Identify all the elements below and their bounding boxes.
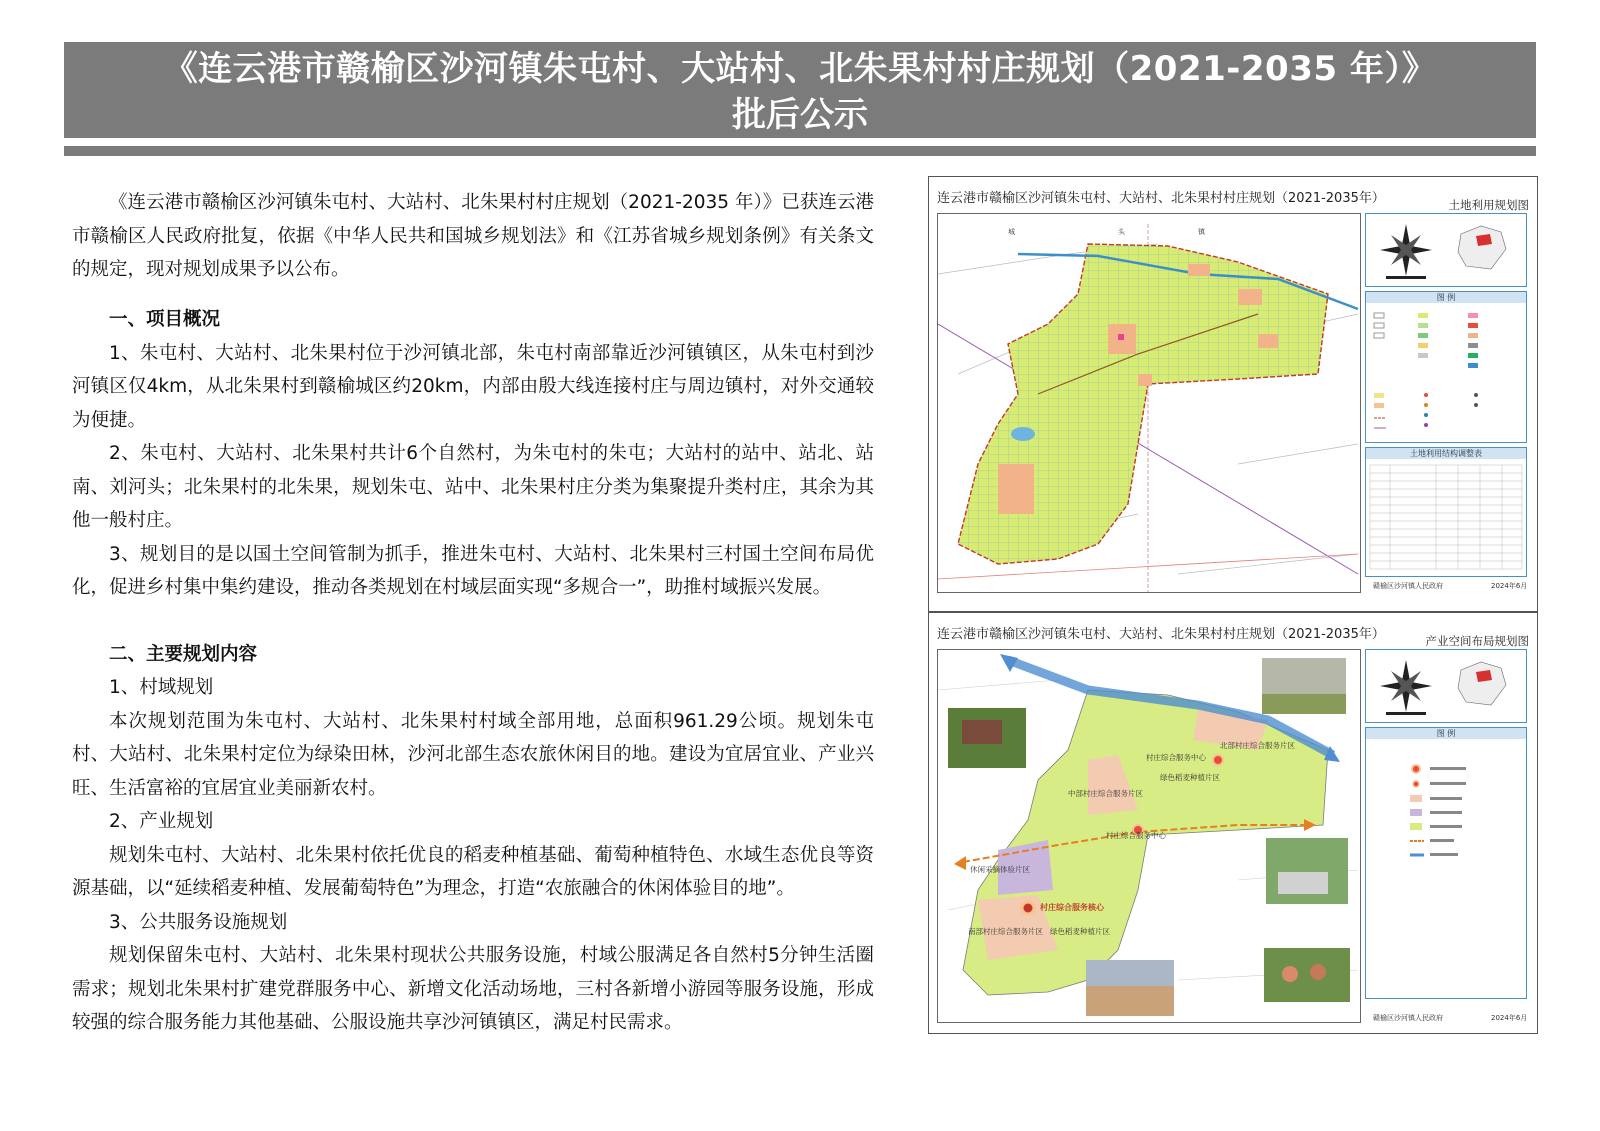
industry-map-panel <box>928 612 1538 1034</box>
svg-text:镇: 镇 <box>1198 228 1205 236</box>
map2-legend <box>1365 727 1527 999</box>
map2-footer-right: 2024年6月 <box>1491 1014 1528 1022</box>
label-south-zone: 南部村庄综合服务片区 <box>968 927 1043 936</box>
map1-compass-box <box>1365 213 1527 287</box>
map1-land-use-table <box>1365 447 1527 577</box>
label-green-zone-2: 绿色稻麦种植片区 <box>1050 927 1110 936</box>
map1-legend <box>1365 291 1527 443</box>
section2-subheading-1: 1、村域规划 <box>109 677 214 698</box>
section2-subheading-3: 3、公共服务设施规划 <box>109 911 288 933</box>
svg-text:城: 城 <box>1008 228 1015 236</box>
map1-name: 土地利用规划图 <box>1448 198 1529 212</box>
section2-paragraph-1: 本次规划范围为朱屯村、大站村、北朱果村村域全部用地，总面积961.29公顷。规划朱屯村、大站村、北朱果村定位为绿染田林，沙河北部生态农旅休闲目的地。建设为宜居宜业、产业兴旺、生活富裕的宜居宜业美丽新农村。 <box>72 710 874 799</box>
section1-paragraph-2: 2、朱屯村、大站村、北朱果村共计6个自然村，为朱屯村的朱屯；大站村的站中、站北、站南、刘河头；北朱果村的北朱果，规划朱屯、站中、北朱果村庄分类为集聚提升类村庄，其余为其他一般村庄。 <box>72 443 874 531</box>
svg-text:头: 头 <box>1118 228 1125 236</box>
industry-map <box>937 649 1361 1023</box>
map1-legend-header: 图 例 <box>1366 292 1526 303</box>
title-banner <box>64 42 1536 138</box>
label-core: 村庄综合服务核心 <box>1040 903 1104 912</box>
land-use-map-graphic <box>938 214 1360 592</box>
section1-heading: 一、项目概况 <box>109 309 221 330</box>
label-middle-zone: 中部村庄综合服务片区 <box>1068 789 1143 798</box>
land-use-map <box>937 213 1361 593</box>
map1-footer-left: 赣榆区沙河镇人民政府 <box>1373 582 1443 590</box>
page-title: 《连云港市赣榆区沙河镇朱屯村、大站村、北朱果村村庄规划（2021-2035 年）》 <box>163 49 1437 89</box>
label-green-zone-1: 绿色稻麦种植片区 <box>1160 773 1220 782</box>
section2-paragraph-3: 规划保留朱屯村、大站村、北朱果村现状公共服务设施，村域公服满足各自然村5分钟生活圈需求；规划北朱果村扩建党群服务中心、新增文化活动场地，三村各新增小游园等服务设施，形成较强的综合服务能力其他基础、公服设施共享沙河镇镇区，满足村民需求。 <box>72 945 874 1033</box>
map2-footer-left: 赣榆区沙河镇人民政府 <box>1373 1014 1443 1022</box>
map2-title: 连云港市赣榆区沙河镇朱屯村、大站村、北朱果村村庄规划（2021-2035年） <box>937 627 1385 642</box>
map1-footer-right: 2024年6月 <box>1491 582 1528 590</box>
map2-name: 产业空间布局规划图 <box>1425 634 1529 648</box>
label-service-center-2: 村庄综合服务中心 <box>1106 831 1166 840</box>
label-leisure-zone: 休闲采摘体验片区 <box>970 865 1030 874</box>
map2-legend-header: 图 例 <box>1366 728 1526 739</box>
land-use-map-panel <box>928 176 1538 612</box>
section2-heading: 二、主要规划内容 <box>109 643 258 665</box>
map1-table-header: 土地利用结构调整表 <box>1366 448 1526 459</box>
divider-band <box>64 146 1536 156</box>
label-north-zone: 北部村庄综合服务片区 <box>1220 741 1295 750</box>
announcement-body <box>72 186 874 1040</box>
page-subtitle: 批后公示 <box>732 95 868 135</box>
label-service-center-1: 村庄综合服务中心 <box>1146 753 1206 762</box>
map1-title: 连云港市赣榆区沙河镇朱屯村、大站村、北朱果村村庄规划（2021-2035年） <box>937 191 1385 206</box>
intro-paragraph: 《连云港市赣榆区沙河镇朱屯村、大站村、北朱果村村庄规划（2021-2035 年）》已获连云港市赣榆区人民政府批复，依据《中华人民共和国城乡规划法》和《江苏省城乡规划条例》有关条文的规定，现对规划成果予以公布。 <box>72 192 874 280</box>
section2-paragraph-2: 规划朱屯村、大站村、北朱果村依托优良的稻麦种植基础、葡萄种植特色、水域生态优良等资源基础，以“延续稻麦种植、发展葡萄特色”为理念，打造“农旅融合的休闲体验目的地”。 <box>72 844 874 899</box>
map1-sidebar <box>1365 213 1527 577</box>
section1-paragraph-3: 3、规划目的是以国土空间管制为抓手，推进朱屯村、大站村、北朱果村三村国土空间布局优化，促进乡村集中集约建设，推动各类规划在村域层面实现“多规合一”，助推村域振兴发展。 <box>72 543 874 598</box>
map2-sidebar <box>1365 649 1527 999</box>
section1-paragraph-1: 1、朱屯村、大站村、北朱果村位于沙河镇北部，朱屯村南部靠近沙河镇镇区，从朱屯村到沙河镇区仅4km，从北朱果村到赣榆城区约20km，内部由殷大线连接村庄与周边镇村，对外交通较为便捷。 <box>72 342 874 431</box>
section2-subheading-2: 2、产业规划 <box>109 811 214 832</box>
map2-compass-box <box>1365 649 1527 723</box>
